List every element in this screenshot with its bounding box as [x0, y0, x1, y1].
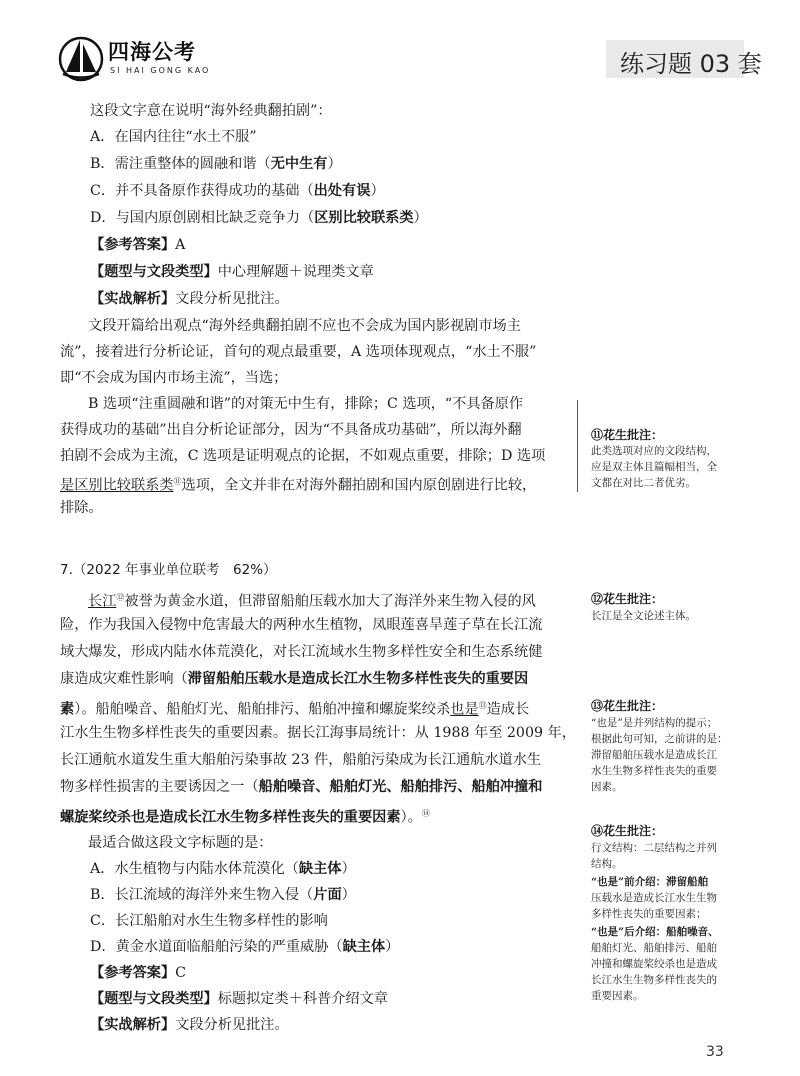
note-14-line: 重要因素。	[591, 990, 644, 1002]
q7-line6: 江水生生物多样性丧失的重要因素。据长江海事局统计：从 1988 年至 2009 年，	[60, 725, 576, 741]
q7-option-b: B．长江流域的海洋外来生物入侵（片面）	[90, 887, 356, 903]
q6-para2-line1: B 选项“注重圆融和谐”的对策无中生有，排除；C 选项，“不具备原作	[88, 396, 524, 412]
sailboat-logo-icon	[58, 34, 104, 82]
q6-option-c-tag: 出处有误	[313, 183, 371, 199]
q6-para2-line3: 拍剧不会成为主流，C 选项是证明观点的论据，不如观点重要，排除；D 选项	[60, 448, 546, 464]
note-11-line: 应是双主体且篇幅相当，全	[591, 461, 717, 473]
q7-type: 【题型与文段类型】标题拟定类＋科普介绍文章	[90, 991, 388, 1007]
note-11-line: 此类选项对应的文段结构，	[591, 445, 717, 457]
note-13-line: 滞留船舶压载水是造成长江	[591, 749, 717, 761]
note-14-line: 多样性丧失的重要因素；	[591, 908, 707, 920]
logo-name: 四海公考	[108, 40, 196, 64]
q7-line4: 康造成灾难性影响（滞留船舶压载水是造成长江水生物多样性丧失的重要因	[60, 671, 529, 687]
annotation-divider	[577, 400, 578, 492]
note-14-line: “也是”后介绍：船舶噪音、	[591, 926, 719, 938]
q6-para1-line2: 流”，接着进行分析论证，首句的观点最重要，A 选项体现观点，“水土不服”	[60, 344, 537, 360]
note-11-heading: ⑪花生批注：	[591, 428, 664, 442]
note-14-line: 行文结构：二层结构之并列	[591, 842, 717, 854]
note-14-line: 冲撞和螺旋桨绞杀也是造成	[591, 958, 717, 970]
q7-line5: 素）。船舶噪音、船舶灯光、船舶排污、船舶冲撞和螺旋桨绞杀也是⑬造成长	[60, 701, 530, 718]
note-13-line: “也是”是并列结构的提示；	[591, 717, 718, 729]
q6-stem: 这段文字意在说明“海外经典翻拍剧”：	[90, 103, 332, 119]
q7-header: 7.（2022 年事业单位联考 62%）	[60, 562, 277, 578]
q7-option-c: C．长江船舶对水生生物多样性的影响	[90, 913, 328, 929]
q7-line8: 物多样性损害的主要诱因之一（船舶噪音、船舶灯光、船舶排污、船舶冲撞和	[60, 779, 543, 795]
q6-para1-line3: 即“不会成为国内市场主流”，当选；	[60, 370, 288, 386]
q6-option-a: A．在国内往往“水土不服”	[90, 129, 257, 145]
q7-line9: 螺旋桨绞杀也是造成长江水生物多样性丧失的重要因素）。⑭	[60, 809, 430, 826]
q6-para2-line2: 获得成功的基础”出自分析论证部分，因为“不具备成功基础”，所以海外翻	[60, 422, 522, 438]
note-12-heading: ⑫花生批注：	[591, 592, 664, 606]
q6-option-d: D．与国内原创剧相比缺乏竞争力（区别比较联系类）	[90, 210, 428, 226]
note-14-line: “也是”前介绍：滞留船舶	[591, 876, 709, 888]
q7-line3: 域大爆发，形成内陆水体荒漠化，对长江流域水生物多样性安全和生态系统健	[60, 644, 543, 660]
q6-option-b-tag: 无中生有	[270, 156, 328, 172]
q6-para2-line5: 排除。	[60, 500, 103, 516]
q7-option-a: A．水生植物与内陆水体荒漠化（缺主体）	[90, 861, 356, 877]
note-14-line: 压载水是造成长江水生生物	[591, 892, 717, 904]
exercise-set-text: 练习题 03 套	[620, 50, 762, 78]
exercise-set-label	[606, 40, 762, 78]
note-13-line: 因素。	[591, 781, 623, 793]
q6-option-c: C．并不具备原作获得成功的基础（出处有误）	[90, 183, 385, 199]
brand-logo	[58, 34, 211, 90]
note-14-line: 船舶灯光、船舶排污、船舶	[591, 942, 717, 954]
q7-analysis: 【实战解析】文段分析见批注。	[90, 1017, 289, 1033]
q7-line1: 长江⑫被誉为黄金水道，但滞留船舶压载水加大了海洋外来生物入侵的风	[88, 593, 536, 610]
q6-para2-line4: 是区别比较联系类⑪选项，全文并非在对海外翻拍剧和国内原创剧进行比较，	[60, 477, 537, 494]
q6-para1-line1: 文段开篇给出观点“海外经典翻拍剧不应也不会成为国内影视剧市场主	[88, 318, 521, 334]
page-number: 33	[706, 1044, 724, 1060]
q6-answer: 【参考答案】A	[90, 237, 186, 253]
q7-stem: 最适合做这段文字标题的是：	[88, 835, 273, 851]
logo-subtitle: SI HAI GONG KAO	[110, 66, 211, 75]
q6-option-b: B．需注重整体的圆融和谐（无中生有）	[90, 156, 342, 172]
q7-line7: 长江通航水道发生重大船舶污染事故 23 件，船舶污染成为长江通航水道水生	[60, 752, 542, 768]
q7-answer: 【参考答案】C	[90, 965, 186, 981]
q7-option-d: D．黄金水道面临船舶污染的严重威胁（缺主体）	[90, 939, 400, 955]
note-14-heading: ⑭花生批注：	[591, 824, 664, 838]
q6-type: 【题型与文段类型】中心理解题＋说理类文章	[90, 264, 374, 280]
q6-analysis: 【实战解析】文段分析见批注。	[90, 291, 289, 307]
note-12-line: 长江是全文论述主体。	[591, 610, 696, 622]
note-13-line: 根据此句可知，之前讲的是：	[591, 733, 728, 745]
q6-option-d-tag: 区别比较联系类	[314, 210, 414, 226]
note-14-line: 长江水生生物多样性丧失的	[591, 974, 717, 986]
note-13-line: 水生生物多样性丧失的重要	[591, 765, 717, 777]
note-14-line: 结构。	[591, 858, 623, 870]
note-11-line: 文都在对比二者优劣。	[591, 477, 696, 489]
q7-line2: 险，作为我国入侵物中危害最大的两种水生植物，凤眼莲喜旱莲子草在长江流	[60, 617, 543, 633]
note-13-heading: ⑬花生批注：	[591, 699, 664, 713]
